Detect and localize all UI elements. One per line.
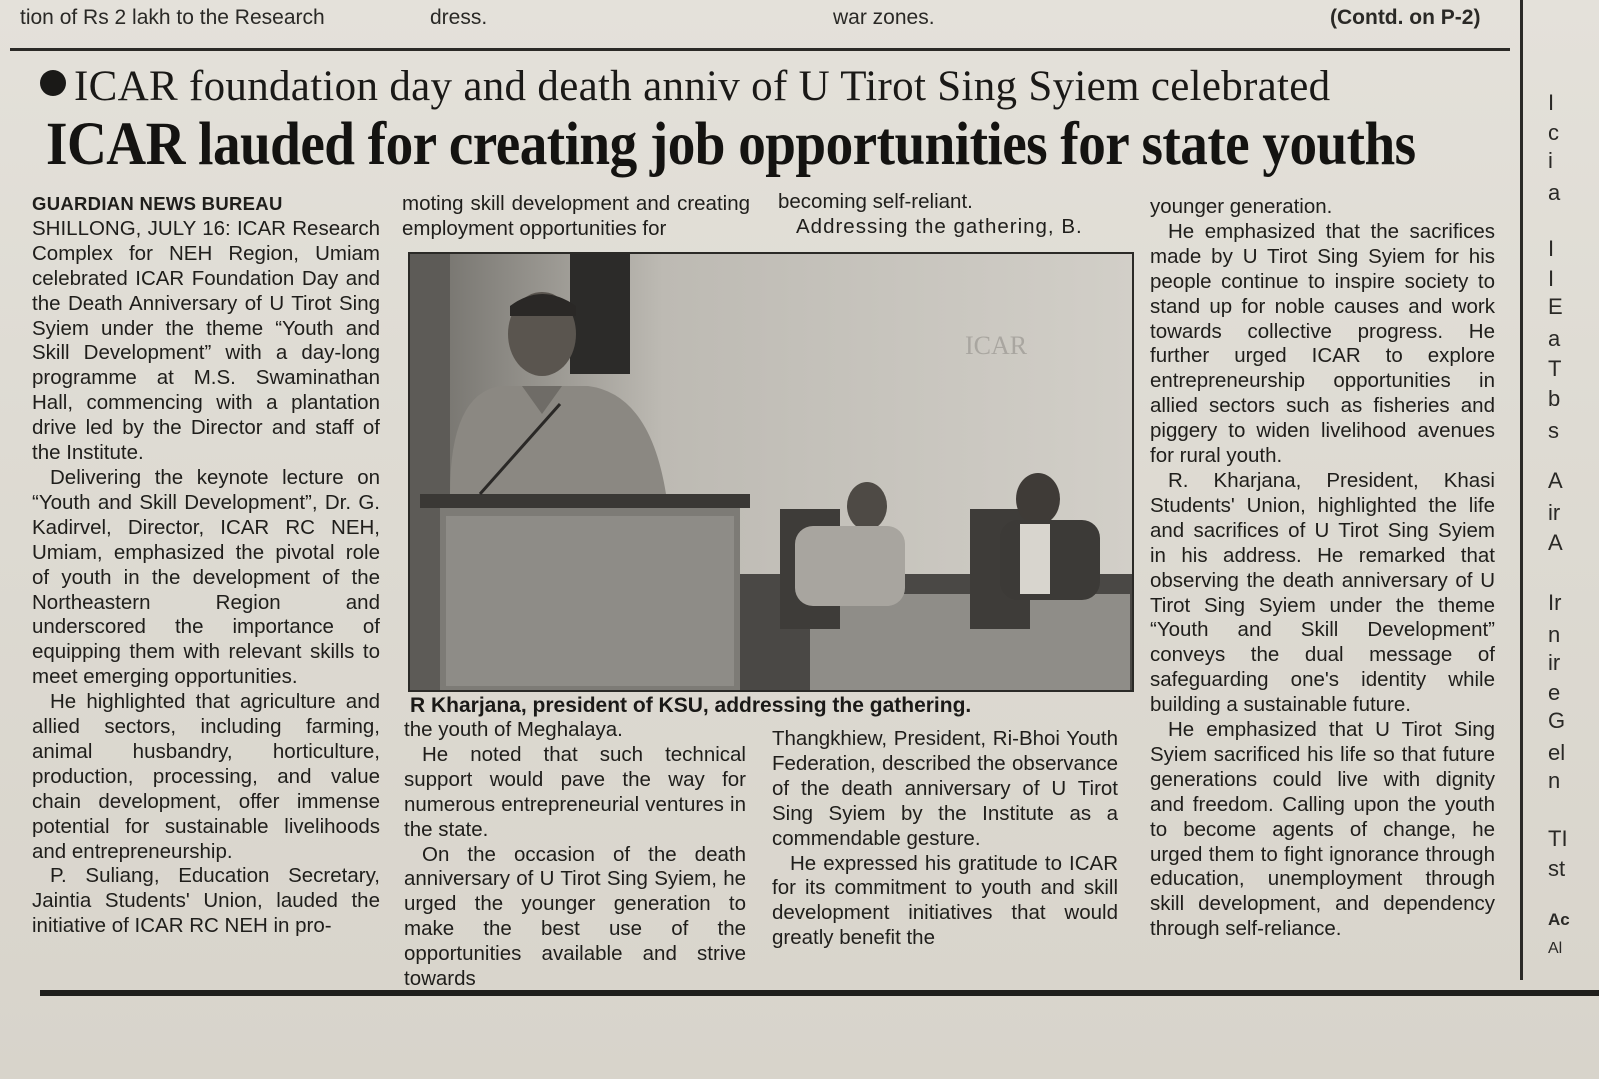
fragment: TI (1548, 826, 1568, 851)
continued-note: (Contd. on P-2) (1330, 6, 1481, 29)
fragment: c (1548, 120, 1559, 145)
fragment: b (1548, 386, 1561, 411)
strip-text-3: war zones. (833, 6, 935, 29)
article-column-3-top (778, 190, 1130, 240)
top-divider (10, 48, 1510, 51)
paragraph: Thangkhiew, President, Ri-Bhoi Youth Federation, described the observance of the death anniversary of U Tirot Sing Syiem by the Institute as a commendable gesture. (772, 727, 1118, 850)
paragraph: On the occasion of the death anniversary of U Tirot Sing Syiem, he urged the younger generation to make the best use of the opportunities available and strive towards (404, 842, 746, 991)
fragment: I (1548, 266, 1555, 291)
article-column-2-top (402, 192, 750, 242)
fragment: a (1548, 326, 1561, 351)
fragment: n (1548, 622, 1561, 647)
fragment: E (1548, 294, 1563, 319)
paragraph: moting skill development and creating employment opportunities for (402, 192, 750, 240)
fragment: a (1548, 180, 1561, 205)
kicker-text: ICAR foundation day and death anniv of U Tirot Sing Syiem celebrated (74, 63, 1331, 110)
fragment: Ir (1548, 590, 1562, 615)
paragraph: the youth of Meghalaya. (404, 718, 623, 741)
fragment: s (1548, 418, 1559, 443)
previous-story-strip (0, 0, 1510, 46)
kicker-headline (40, 62, 1500, 111)
article-column-3-bottom (772, 727, 1118, 951)
fragment: st (1548, 856, 1566, 881)
fragment: ir (1548, 650, 1561, 675)
paragraph: R. Kharjana, President, Khasi Students' Union, highlighted the life and sacrifices of U Tirot Sing Syiem in his address. He remarked that observing the death anniversary of U Tirot Sing Syiem under the theme “Youth and Skill Development” conveys the dual message of safeguarding one's identity while building a sustainable future. (1150, 468, 1495, 717)
fragment: I (1548, 90, 1555, 115)
photo-speaker-at-podium-icon (410, 254, 1132, 690)
paragraph: He emphasized that U Tirot Sing Syiem sacrificed his life so that future generations could live with dignity and freedom. Calling upon the youth to become agents of change, he urged them to fight ignorance through education, unemployment through skill development, and dependency through self-reliance. (1150, 718, 1495, 941)
paragraph: He noted that such technical support would pave the way for numerous entrepreneurial ventures in the state. (404, 742, 746, 841)
column-divider-right (1520, 0, 1523, 980)
fragment: Al (1548, 940, 1563, 957)
byline: GUARDIAN NEWS BUREAU (32, 193, 283, 214)
fragment: A (1548, 468, 1563, 493)
fragment: i (1548, 148, 1553, 173)
main-headline: ICAR lauded for creating job opportunities for state youths (46, 111, 1416, 178)
paragraph: Delivering the keynote lecture on “Youth and Skill Development”, Dr. G. Kadirvel, Director, ICAR RC NEH, Umiam, emphasized the pivotal role of youth in the development of the Northeastern Region and underscored the importance of equipping them with relevant skills to meet emerging opportunities. (32, 465, 380, 689)
fragment: Ac (1548, 910, 1570, 929)
article-column-1 (32, 192, 380, 939)
strip-text-2: dress. (430, 6, 488, 29)
paragraph: He highlighted that agriculture and allied sectors, including farming, animal husbandry, horticulture, production, processing, and value chain development, offer immense potential for sustainable livelihoods and entrepreneurship. (32, 690, 380, 863)
bullet-icon (40, 70, 66, 96)
fragment: n (1548, 768, 1561, 793)
photo-caption: R Kharjana, president of KSU, addressing the gathering. (410, 694, 972, 717)
paragraph: He expressed his gratitude to ICAR for its commitment to youth and skill development initiatives that would greatly benefit the (772, 851, 1118, 950)
article-column-4 (1150, 195, 1495, 942)
fragment: A (1548, 530, 1563, 555)
fragment: e (1548, 680, 1561, 705)
news-photo (408, 252, 1134, 692)
paragraph: younger generation. (1150, 195, 1333, 218)
fragment: T (1548, 356, 1562, 381)
paragraph: He emphasized that the sacrifices made by U Tirot Sing Syiem for his people continue to inspire society to stand up for noble causes and work towards collective progress. He further urged ICAR to explore entrepreneurship opportunities in allied sectors such as fisheries and piggery to widen livelihood avenues for rural youth. (1150, 219, 1495, 468)
paragraph: becoming self-reliant. (778, 190, 973, 213)
paragraph: Addressing the gathering, B. (796, 214, 1083, 238)
fragment: I (1548, 236, 1555, 261)
strip-text-1: tion of Rs 2 lakh to the Research (20, 6, 325, 29)
fragment: el (1548, 740, 1566, 765)
paragraph: P. Suliang, Education Secretary, Jaintia Students' Union, lauded the initiative of ICAR RC NEH in pro- (32, 864, 380, 938)
fragment: G (1548, 708, 1566, 733)
svg-text:ICAR: ICAR (965, 331, 1028, 360)
fragment: ir (1548, 500, 1561, 525)
paragraph: SHILLONG, JULY 16: ICAR Research Complex for NEH Region, Umiam celebrated ICAR Foundation Day and the Death Anniversary of U Tirot Sing Syiem under the theme “Youth and Skill Development” with a day-long programme at M.S. Swaminathan Hall, commencing with a plantation drive led by the Director and staff of the Institute. (32, 216, 380, 465)
article-column-2-bottom (404, 718, 746, 992)
bottom-divider (40, 990, 1599, 996)
